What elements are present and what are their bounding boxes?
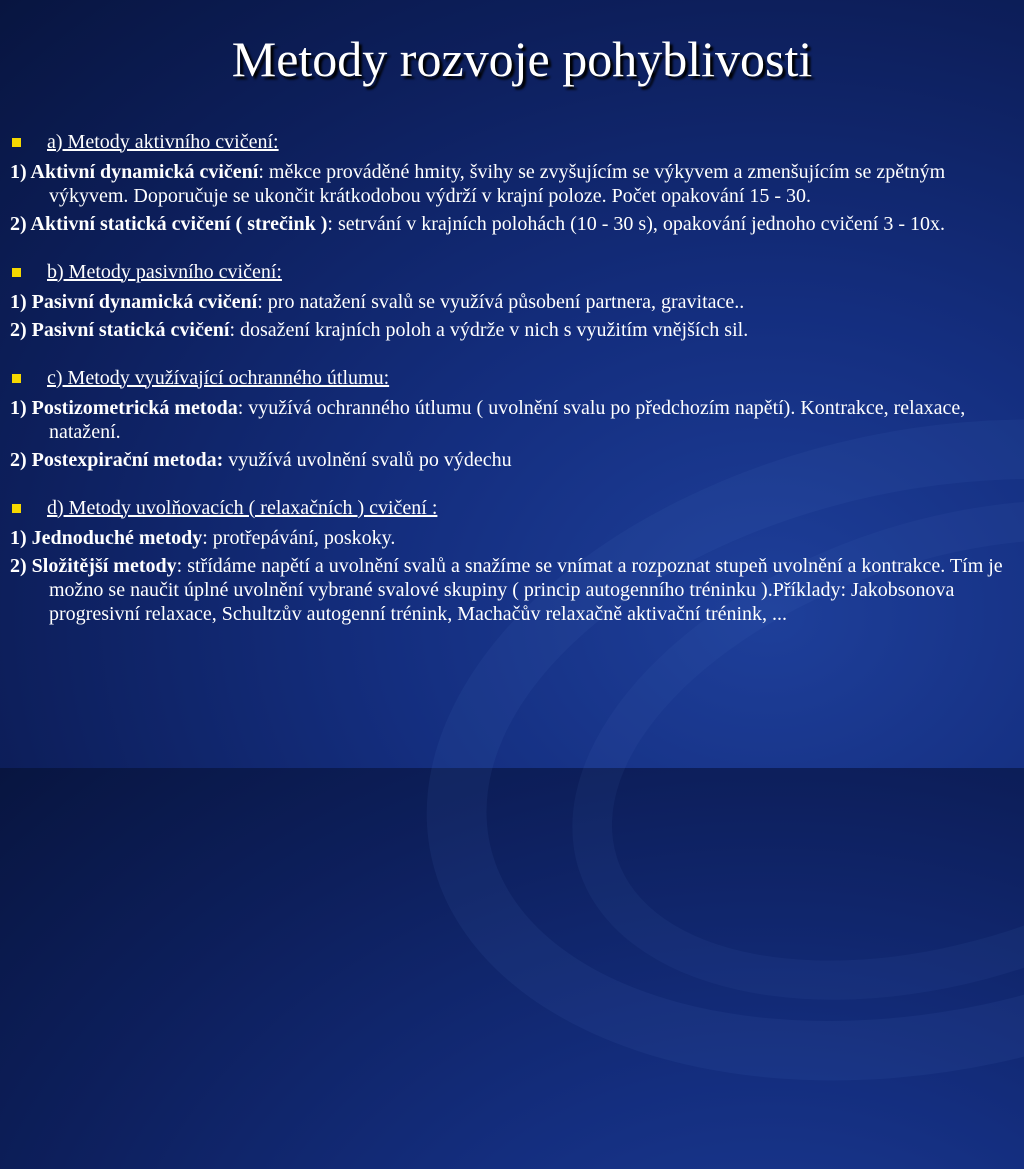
item-text: : střídáme napětí a uvolnění svalů a snažíme se vnímat a rozpoznat stupeň uvolnění a kontrakce. Tím je možno se naučit úplné uvolnění vybrané svalové skupiny ( princip autogenního tréninku ).Příklady: Jakobsonova progresivní relaxace, Schultzův autogenní trénink, Machačův relaxačně aktivační trénink, ... <box>49 555 1003 625</box>
square-bullet-icon <box>12 268 21 277</box>
item-text: využívá uvolnění svalů po výdechu <box>223 449 512 471</box>
item-text: : pro natažení svalů se využívá působení partnera, gravitace.. <box>257 291 745 313</box>
list-item <box>10 448 1014 472</box>
item-text: : dosažení krajních poloh a výdrže v nich s využitím vnějších sil. <box>229 319 749 341</box>
slide-title: Metody rozvoje pohyblivosti <box>231 31 813 87</box>
list-item <box>10 160 1014 208</box>
section-heading: d) Metody uvolňovacích ( relaxačních ) cvičení : <box>47 496 438 519</box>
slide-content <box>10 128 1014 648</box>
item-text: : setrvání v krajních polohách (10 - 30 s), opakování jednoho cvičení 3 - 10x. <box>327 213 946 235</box>
item-text: : využívá ochranného útlumu ( uvolnění svalu po předchozím napětí). Kontrakce, relaxace, natažení. <box>49 397 966 443</box>
list-item <box>10 290 1014 314</box>
section-heading: c) Metody využívající ochranného útlumu: <box>47 366 390 389</box>
section-heading: a) Metody aktivního cvičení: <box>47 130 279 153</box>
list-item <box>10 318 1014 342</box>
section-heading-row <box>10 258 1014 286</box>
item-text: : protřepávání, poskoky. <box>202 527 396 549</box>
item-label: 1) Jednoduché metody <box>10 527 203 549</box>
item-label: 2) Pasivní statická cvičení <box>10 319 230 341</box>
item-text: : měkce prováděné hmity, švihy se zvyšujícím se výkyvem a zmenšujícím se zpětným výkyvem. Doporučuje se ukončit krátkodobou výdrží v krajní poloze. Počet opakování 15 - 30. <box>49 161 946 207</box>
item-label: 1) Postizometrická metoda <box>10 397 238 419</box>
section-heading-row <box>10 364 1014 392</box>
item-label: 2) Aktivní statická cvičení ( strečink ) <box>10 213 328 235</box>
item-label: 1) Aktivní dynamická cvičení <box>10 161 259 183</box>
section-relaxation <box>10 494 1014 626</box>
section-passive-exercise <box>10 258 1014 342</box>
list-item <box>10 212 1014 236</box>
section-heading-row <box>10 128 1014 156</box>
section-protective-inhibition <box>10 364 1014 472</box>
section-heading-row <box>10 494 1014 522</box>
square-bullet-icon <box>12 504 21 513</box>
square-bullet-icon <box>12 374 21 383</box>
square-bullet-icon <box>12 138 21 147</box>
item-label: 1) Pasivní dynamická cvičení <box>10 291 258 313</box>
item-label: 2) Postexpirační metoda: <box>10 449 224 471</box>
list-item <box>10 554 1014 626</box>
list-item <box>10 526 1014 550</box>
section-active-exercise <box>10 128 1014 236</box>
section-heading: b) Metody pasivního cvičení: <box>47 260 282 283</box>
item-label: 2) Složitější metody <box>10 555 177 577</box>
list-item <box>10 396 1014 444</box>
